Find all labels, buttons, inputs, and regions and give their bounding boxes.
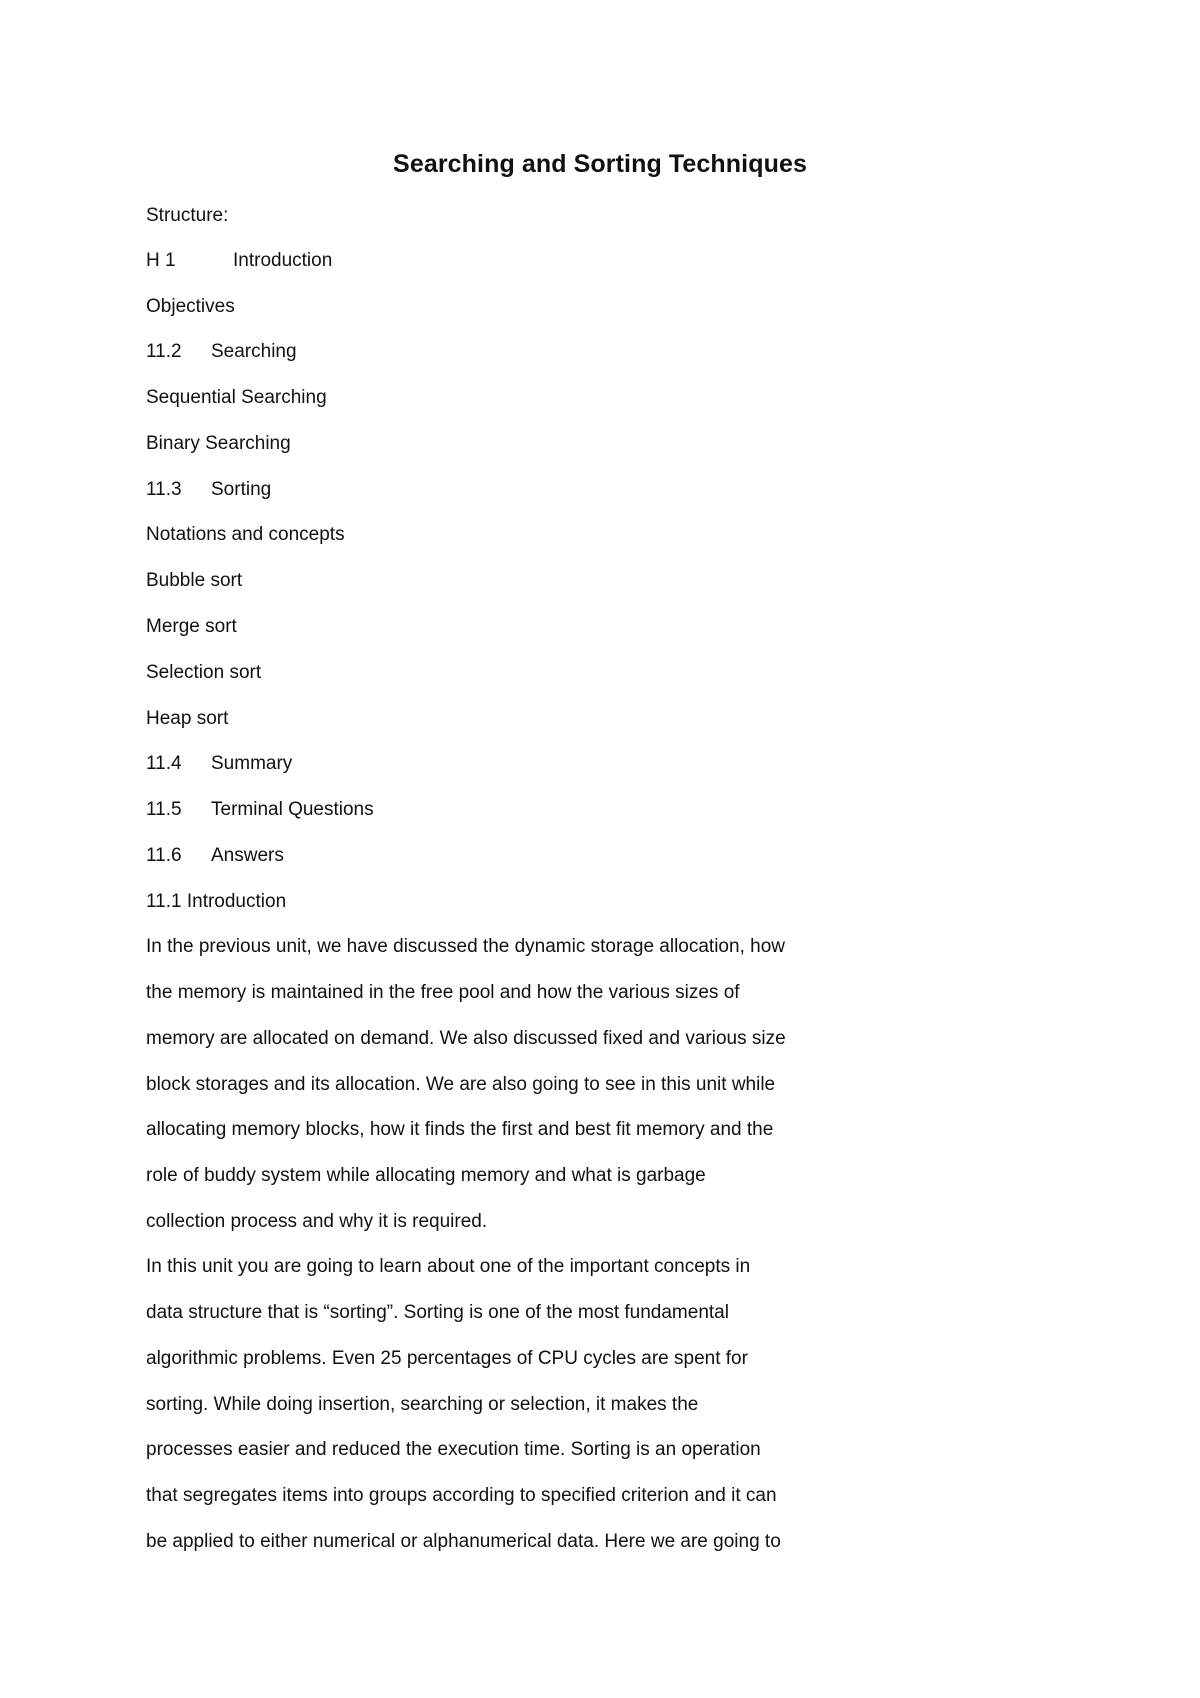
toc-number: 11.6 <box>146 845 182 866</box>
toc-label: Merge sort <box>146 616 237 637</box>
paragraph-line: data structure that is “sorting”. Sorting is one of the most fundamental <box>146 1302 729 1323</box>
toc-label: Searching <box>211 341 297 362</box>
paragraph-line: In the previous unit, we have discussed the dynamic storage allocation, how <box>146 936 785 957</box>
toc-label: Sequential Searching <box>146 387 327 408</box>
toc-item <box>146 844 284 868</box>
toc-number: 11.4 <box>146 753 182 774</box>
toc-item <box>146 707 228 731</box>
toc-item <box>146 249 332 273</box>
toc-item <box>146 752 292 776</box>
document-title: Searching and Sorting Techniques <box>393 150 807 178</box>
paragraph-line: that segregates items into groups according to specified criterion and it can <box>146 1485 777 1506</box>
toc-label: Summary <box>211 753 293 774</box>
toc-number: 11.5 <box>146 799 182 820</box>
toc-label: Objectives <box>146 296 235 317</box>
toc-item <box>146 569 242 593</box>
paragraph-line: algorithmic problems. Even 25 percentages of CPU cycles are spent for <box>146 1348 748 1369</box>
toc-item <box>146 523 345 547</box>
toc-item <box>146 295 235 319</box>
toc-number: H 1 <box>146 250 176 271</box>
toc-label: Sorting <box>211 479 272 500</box>
toc-item <box>146 798 374 822</box>
paragraph-line: role of buddy system while allocating memory and what is garbage <box>146 1165 706 1186</box>
paragraph-line: be applied to either numerical or alphanumerical data. Here we are going to <box>146 1531 781 1552</box>
paragraph-line: allocating memory blocks, how it finds the first and best fit memory and the <box>146 1119 774 1140</box>
toc-item <box>146 386 327 410</box>
toc-label: Terminal Questions <box>211 799 374 820</box>
toc-item <box>146 340 297 364</box>
toc-label: Heap sort <box>146 708 229 729</box>
section-heading: 11.1 Introduction <box>146 891 287 912</box>
structure-label: Structure: <box>146 205 229 226</box>
toc-item <box>146 661 261 685</box>
paragraph-line: block storages and its allocation. We are also going to see in this unit while <box>146 1074 776 1095</box>
toc-number: 11.3 <box>146 479 182 500</box>
toc-label: Notations and concepts <box>146 524 345 545</box>
toc-label: Selection sort <box>146 662 262 683</box>
toc-number: 11.2 <box>146 341 182 362</box>
paragraph-line: In this unit you are going to learn about one of the important concepts in <box>146 1256 751 1277</box>
paragraph-line: processes easier and reduced the execution time. Sorting is an operation <box>146 1439 761 1460</box>
toc-label: Introduction <box>233 250 333 271</box>
toc-item <box>146 615 237 639</box>
toc-item <box>146 432 291 456</box>
paragraph-line: the memory is maintained in the free pool and how the various sizes of <box>146 982 740 1003</box>
paragraph-line: collection process and why it is required. <box>146 1211 488 1232</box>
paragraph-line: memory are allocated on demand. We also discussed fixed and various size <box>146 1028 786 1049</box>
toc-label: Binary Searching <box>146 433 291 454</box>
toc-label: Bubble sort <box>146 570 243 591</box>
toc-label: Answers <box>211 845 284 866</box>
paragraph-line: sorting. While doing insertion, searching or selection, it makes the <box>146 1394 699 1415</box>
toc-item <box>146 478 271 502</box>
